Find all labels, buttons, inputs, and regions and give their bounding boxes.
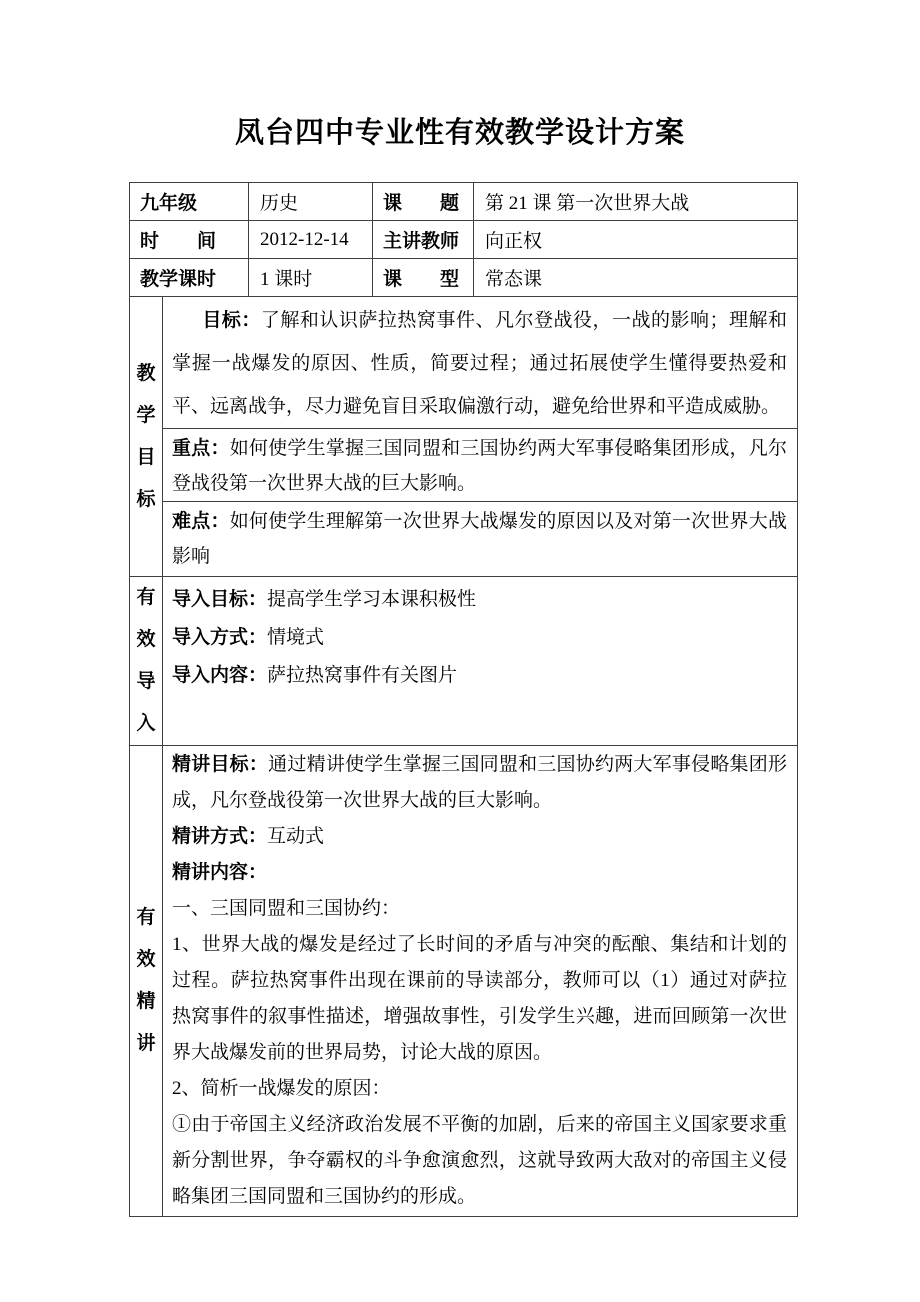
goal-label: 目标： (202, 310, 261, 331)
teacher-label: 主讲教师 (373, 221, 474, 259)
difficulty-label: 难点： (172, 511, 230, 532)
goal-text: 了解和认识萨拉热窝事件、凡尔登战役，一战的影响；理解和掌握一战爆发的原因、性质，简要过程；通过拓展使学生懂得要热爱和平、远离战争，尽力避免盲目采取偏激行动，避免给世界和平造成威胁。 (172, 310, 788, 417)
lesson-plan-table (129, 182, 798, 1217)
lecture-method-item (172, 819, 787, 855)
objectives-side-label: 教学目标 (130, 297, 163, 577)
table-row-time (130, 221, 798, 259)
objectives-goal-cell (163, 297, 798, 429)
objectives-difficulty-cell (163, 502, 798, 577)
page-title: 凤台四中专业性有效教学设计方案 (234, 117, 685, 149)
lecture-goal-label: 精讲目标： (172, 754, 269, 775)
teacher-value: 向正权 (474, 221, 798, 259)
goal-paragraph (172, 299, 787, 428)
time-label: 时 间 (130, 221, 249, 259)
grade-label: 九年级 (130, 183, 249, 221)
difficulty-paragraph (172, 504, 787, 574)
subject-value: 历史 (249, 183, 373, 221)
intro-goal-text: 提高学生学习本课积极性 (267, 589, 477, 610)
intro-content-item (172, 657, 787, 695)
intro-method-label: 导入方式： (172, 627, 268, 648)
table-row-grade (130, 183, 798, 221)
lecture-goal-item (172, 747, 787, 819)
lecture-method-label: 精讲方式： (172, 826, 268, 847)
lecture-paragraph: 1、世界大战的爆发是经过了长时间的矛盾与冲突的酝酿、集结和计划的过程。萨拉热窝事件出现在课前的导读部分，教师可以（1）通过对萨拉热窝事件的叙事性描述，增强故事性，引发学生兴趣，进而回顾第一次世界大战爆发前的世界局势，讨论大战的原因。 (172, 934, 788, 1063)
intro-content-cell (163, 577, 798, 746)
objectives-key-cell (163, 429, 798, 502)
intro-method-item (172, 619, 787, 657)
key-text: 如何使学生掌握三国同盟和三国协约两大军事侵略集团形成，凡尔登战役第一次世界大战的巨大影响。 (172, 438, 787, 494)
table-row-intro (130, 577, 798, 746)
topic-value: 第 21 课 第一次世界大战 (474, 183, 798, 221)
intro-content-text: 萨拉热窝事件有关图片 (267, 665, 458, 686)
lecture-content-cell (163, 746, 798, 1217)
key-paragraph (172, 431, 787, 501)
lecture-content-heading (172, 855, 787, 891)
intro-content-label: 导入内容： (172, 665, 268, 686)
lecture-content-label: 精讲内容： (172, 862, 268, 883)
periods-label: 教学课时 (130, 259, 249, 297)
course-type-value: 常态课 (474, 259, 798, 297)
lecture-method-text: 互动式 (267, 826, 325, 847)
table-row-objectives-key (130, 429, 798, 502)
intro-side-label: 有效导入 (130, 577, 163, 746)
intro-method-text: 情境式 (267, 627, 325, 648)
lecture-goal-text: 通过精讲使学生掌握三国同盟和三国协约两大军事侵略集团形成，凡尔登战役第一次世界大战的巨大影响。 (172, 754, 788, 811)
lecture-paragraph: ①由于帝国主义经济政治发展不平衡的加剧，后来的帝国主义国家要求重新分割世界，争夺霸权的斗争愈演愈烈，这就导致两大敌对的帝国主义侵略集团三国同盟和三国协约的形成。 (172, 1114, 788, 1207)
topic-label: 课 题 (373, 183, 474, 221)
intro-goal-item (172, 581, 787, 619)
difficulty-text: 如何使学生理解第一次世界大战爆发的原因以及对第一次世界大战影响 (172, 511, 787, 567)
time-value: 2012-12-14 (249, 221, 373, 259)
key-label: 重点： (172, 438, 230, 459)
table-row-objectives-difficulty (130, 502, 798, 577)
lecture-side-label: 有效精讲 (130, 746, 163, 1217)
intro-goal-label: 导入目标： (172, 589, 268, 610)
course-type-label: 课 型 (373, 259, 474, 297)
lecture-paragraph: 一、三国同盟和三国协约： (172, 898, 401, 919)
lecture-paragraph: 2、简析一战爆发的原因： (172, 1078, 391, 1099)
table-row-lecture (130, 746, 798, 1217)
periods-value: 1 课时 (249, 259, 373, 297)
table-row-objectives-goal (130, 297, 798, 429)
table-row-periods (130, 259, 798, 297)
